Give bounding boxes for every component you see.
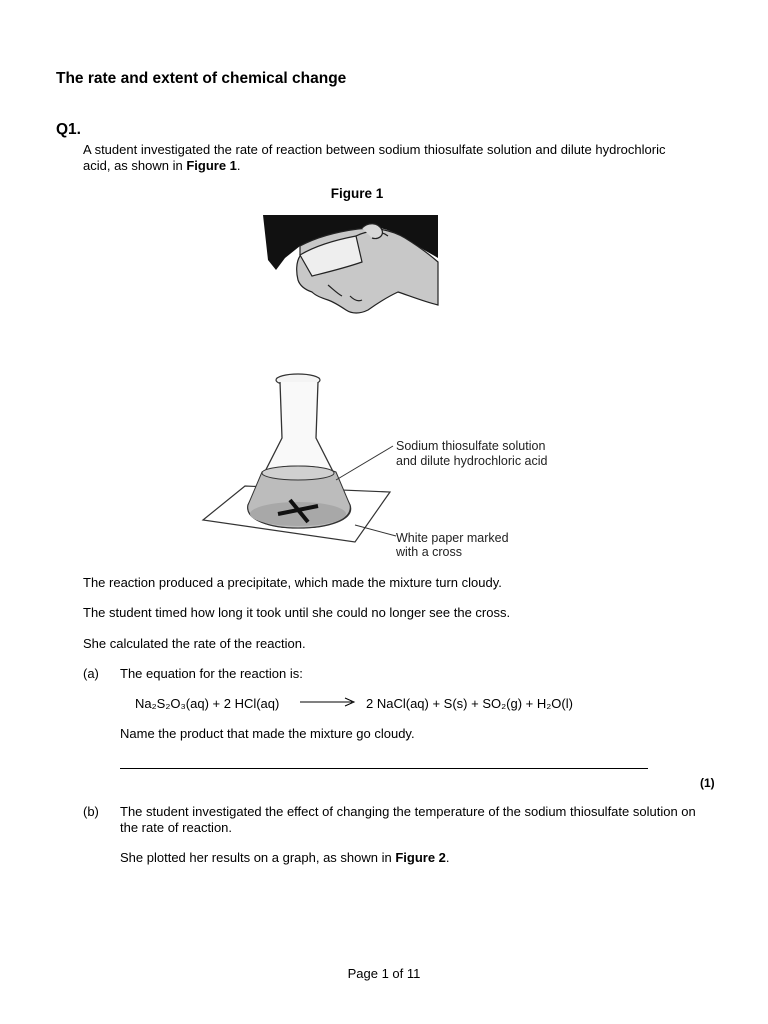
solution-label-line1: Sodium thiosulfate solution <box>396 439 546 453</box>
equation-products: 2 NaCl(aq) + S(s) + SO₂(g) + H₂O(l) <box>366 696 573 711</box>
answer-line[interactable] <box>120 768 648 769</box>
figure-1-title: Figure 1 <box>330 186 384 201</box>
plot-end: . <box>445 850 450 865</box>
part-a-text: The equation for the reaction is: <box>120 666 303 681</box>
page-title: The rate and extent of chemical change <box>56 70 347 87</box>
student-head-illustration <box>263 215 438 313</box>
paragraph-rate: She calculated the rate of the reaction. <box>83 636 306 651</box>
figure-2-ref: Figure 2 <box>395 850 446 865</box>
part-a-question: Name the product that made the mixture go cloudy. <box>120 726 415 741</box>
reaction-arrow-icon <box>298 696 358 708</box>
plot-text: She plotted her results on a graph, as shown in <box>120 850 396 865</box>
page-footer: Page 1 of 11 <box>347 966 421 981</box>
solution-label-line2: and dilute hydrochloric acid <box>396 454 548 468</box>
part-a-label: (a) <box>83 666 99 681</box>
intro-end: . <box>236 158 241 173</box>
paper-label-line2: with a cross <box>396 545 462 559</box>
part-b-text: The student investigated the effect of changing the temperature of the sodium thiosulfate solution on the rate of reaction. <box>120 804 696 835</box>
intro-figure-ref: Figure 1 <box>186 158 237 173</box>
part-b-plot-text <box>120 850 690 866</box>
question-number: Q1. <box>56 121 81 138</box>
equation-reactants: Na₂S₂O₃(aq) + 2 HCl(aq) <box>135 696 280 711</box>
intro-text: A student investigated the rate of reaction between sodium thiosulfate solution and dilute hydrochloric acid, as shown in <box>83 142 666 173</box>
paragraph-timing: The student timed how long it took until she could no longer see the cross. <box>83 605 511 620</box>
paragraph-precipitate: The reaction produced a precipitate, which made the mixture turn cloudy. <box>83 575 502 590</box>
solution-leader-line <box>336 446 393 480</box>
paper-label-line1: White paper marked <box>396 531 509 545</box>
part-b-label: (b) <box>83 804 99 819</box>
conical-flask <box>248 374 351 528</box>
part-a-marks: (1) <box>700 776 715 790</box>
